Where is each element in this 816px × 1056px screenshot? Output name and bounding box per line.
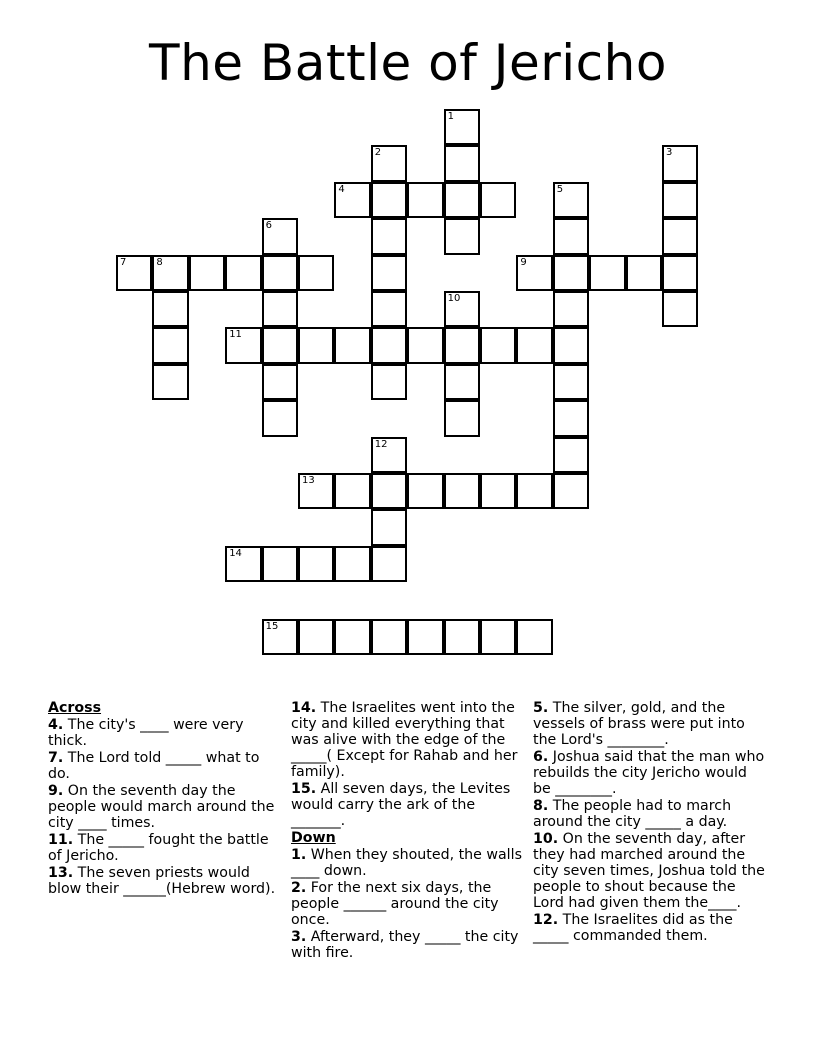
grid-cell[interactable]: [371, 546, 407, 582]
grid-cell[interactable]: [444, 473, 480, 509]
grid-cell[interactable]: [444, 291, 480, 327]
cell-number: 12: [374, 438, 388, 450]
clue-number: 8.: [533, 798, 549, 814]
grid-cell[interactable]: [480, 182, 516, 218]
clue-text: All seven days, the Levites would carry the ark of the _______.: [291, 781, 511, 829]
cell-number: 15: [265, 620, 279, 632]
grid-cell[interactable]: [262, 546, 298, 582]
grid-cell[interactable]: [225, 546, 261, 582]
grid-cell[interactable]: [553, 327, 589, 363]
clue-across-14: [291, 700, 525, 780]
grid-cell[interactable]: [480, 473, 516, 509]
cell-number: 13: [302, 475, 315, 486]
clue-down-1: [291, 847, 525, 879]
cell-number: 9: [520, 256, 527, 268]
cell-number: 1: [447, 111, 454, 122]
clues-column-1: [48, 700, 280, 898]
clue-across-4: [48, 717, 280, 749]
grid-cell[interactable]: [225, 255, 261, 291]
grid-cell[interactable]: [444, 218, 480, 254]
clues-column-3: [533, 700, 769, 945]
clue-number: 11.: [48, 832, 74, 848]
grid-cell[interactable]: [662, 218, 698, 254]
grid-cell[interactable]: [152, 364, 188, 400]
grid-cell[interactable]: [298, 327, 334, 363]
grid-cell[interactable]: [444, 400, 480, 436]
clue-text: When they shouted, the walls ____ down.: [291, 847, 522, 879]
clue-text: Afterward, they _____ the city with fire.: [291, 929, 519, 961]
clue-text: The city's ____ were very thick.: [48, 717, 244, 749]
clue-text: On the seventh day, after they had marched around the city seven times, Joshua told the people to shout because the Lord had given them the____.: [533, 831, 765, 911]
clue-number: 3.: [291, 929, 307, 945]
clue-number: 7.: [48, 750, 64, 766]
cell-number: 10: [447, 293, 461, 304]
grid-cell[interactable]: [662, 145, 698, 181]
clue-down-6: [533, 749, 769, 797]
cell-number: 11: [229, 329, 242, 341]
clue-number: 6.: [533, 749, 549, 765]
grid-cell[interactable]: [262, 218, 298, 254]
clue-text: The silver, gold, and the vessels of brass were put into the Lord's ________.: [533, 700, 745, 748]
grid-cell[interactable]: [371, 509, 407, 545]
clue-text: For the next six days, the people ______ around the city once.: [291, 880, 499, 928]
clue-text: The Israelites went into the city and killed everything that was alive with the edge of the _____( Except for Rahab and her family).: [291, 700, 518, 780]
grid-cell[interactable]: [298, 255, 334, 291]
grid-cell[interactable]: [444, 145, 480, 181]
grid-cell[interactable]: [626, 255, 662, 291]
grid-cell[interactable]: [371, 145, 407, 181]
grid-cell[interactable]: [371, 619, 407, 655]
grid-cell[interactable]: [589, 255, 625, 291]
grid-cell[interactable]: [371, 327, 407, 363]
clue-number: 15.: [291, 781, 317, 797]
grid-cell[interactable]: [444, 619, 480, 655]
puzzle-title: The Battle of Jericho: [149, 34, 667, 92]
clue-number: 5.: [533, 700, 549, 716]
grid-cell[interactable]: [516, 473, 552, 509]
grid-cell[interactable]: [444, 109, 480, 145]
grid-cell[interactable]: [152, 327, 188, 363]
clue-number: 14.: [291, 700, 317, 716]
grid-cell[interactable]: [371, 437, 407, 473]
clue-across-13: [48, 865, 280, 897]
clue-across-15: [291, 781, 525, 829]
clues-column-2: [291, 700, 525, 962]
grid-cell[interactable]: [516, 619, 552, 655]
grid-cell[interactable]: [371, 182, 407, 218]
grid-cell[interactable]: [152, 291, 188, 327]
grid-cell[interactable]: [334, 327, 370, 363]
down-heading: Down: [291, 830, 336, 846]
clue-number: 2.: [291, 880, 307, 896]
clue-down-5: [533, 700, 769, 748]
grid-cell[interactable]: [334, 546, 370, 582]
cell-number: 14: [229, 547, 242, 559]
grid-cell[interactable]: [444, 327, 480, 363]
grid-cell[interactable]: [516, 327, 552, 363]
grid-cell[interactable]: [662, 255, 698, 291]
grid-cell[interactable]: [298, 473, 334, 509]
grid-cell[interactable]: [334, 619, 370, 655]
cell-number: 8: [156, 256, 163, 268]
grid-cell[interactable]: [444, 364, 480, 400]
clue-text: The Lord told _____ what to do.: [48, 750, 260, 782]
clue-number: 13.: [48, 865, 74, 881]
grid-cell[interactable]: [371, 364, 407, 400]
grid-cell[interactable]: [516, 255, 552, 291]
cell-number: 7: [120, 256, 127, 268]
cell-number: 4: [338, 183, 345, 195]
grid-cell[interactable]: [553, 437, 589, 473]
grid-cell[interactable]: [189, 255, 225, 291]
clue-across-9: [48, 783, 280, 831]
clue-down-10: [533, 831, 769, 911]
clue-down-8: [533, 798, 769, 830]
cell-number: 3: [666, 147, 673, 159]
grid-cell[interactable]: [152, 255, 188, 291]
clue-text: The seven priests would blow their ______(Hebrew word).: [48, 865, 276, 897]
grid-cell[interactable]: [371, 473, 407, 509]
clue-text: The people had to march around the city _____ a day.: [533, 798, 732, 830]
grid-cell[interactable]: [407, 619, 443, 655]
clue-across-11: [48, 832, 280, 864]
grid-cell[interactable]: [262, 255, 298, 291]
grid-cell[interactable]: [262, 619, 298, 655]
grid-cell[interactable]: [371, 291, 407, 327]
grid-cell[interactable]: [116, 255, 152, 291]
grid-cell[interactable]: [444, 182, 480, 218]
grid-cell[interactable]: [407, 182, 443, 218]
clue-text: The _____ fought the battle of Jericho.: [48, 832, 269, 864]
clue-text: Joshua said that the man who rebuilds the city Jericho would be ________.: [533, 749, 765, 797]
clue-number: 4.: [48, 717, 64, 733]
clue-number: 9.: [48, 783, 64, 799]
grid-cell[interactable]: [298, 619, 334, 655]
grid-cell[interactable]: [407, 473, 443, 509]
grid-cell[interactable]: [334, 473, 370, 509]
grid-cell[interactable]: [553, 473, 589, 509]
cell-number: 2: [374, 147, 382, 159]
grid-cell[interactable]: [553, 182, 589, 218]
cell-number: 5: [556, 183, 564, 195]
clue-down-3: [291, 929, 525, 961]
clue-text: The Israelites did as the _____ commanded them.: [533, 912, 733, 944]
grid-cell[interactable]: [480, 619, 516, 655]
clue-number: 12.: [533, 912, 559, 928]
clue-number: 10.: [533, 831, 559, 847]
grid-cell[interactable]: [262, 364, 298, 400]
grid-cell[interactable]: [371, 255, 407, 291]
cell-number: 6: [265, 220, 272, 232]
grid-cell[interactable]: [262, 400, 298, 436]
grid-cell[interactable]: [553, 364, 589, 400]
grid-cell[interactable]: [553, 255, 589, 291]
grid-cell[interactable]: [407, 327, 443, 363]
grid-cell[interactable]: [662, 291, 698, 327]
grid-cell[interactable]: [298, 546, 334, 582]
grid-cell[interactable]: [662, 182, 698, 218]
clue-down-2: [291, 880, 525, 928]
grid-cell[interactable]: [553, 218, 589, 254]
grid-cell[interactable]: [262, 327, 298, 363]
grid-cell[interactable]: [553, 400, 589, 436]
clue-down-12: [533, 912, 769, 944]
clue-number: 1.: [291, 847, 307, 863]
grid-cell[interactable]: [262, 291, 298, 327]
clue-across-7: [48, 750, 280, 782]
clue-text: On the seventh day the people would march around the city ____ times.: [48, 783, 275, 831]
across-heading: Across: [48, 700, 102, 716]
grid-cell[interactable]: [480, 327, 516, 363]
grid-cell[interactable]: [334, 182, 370, 218]
grid-cell[interactable]: [225, 327, 261, 363]
grid-cell[interactable]: [553, 291, 589, 327]
grid-cell[interactable]: [371, 218, 407, 254]
